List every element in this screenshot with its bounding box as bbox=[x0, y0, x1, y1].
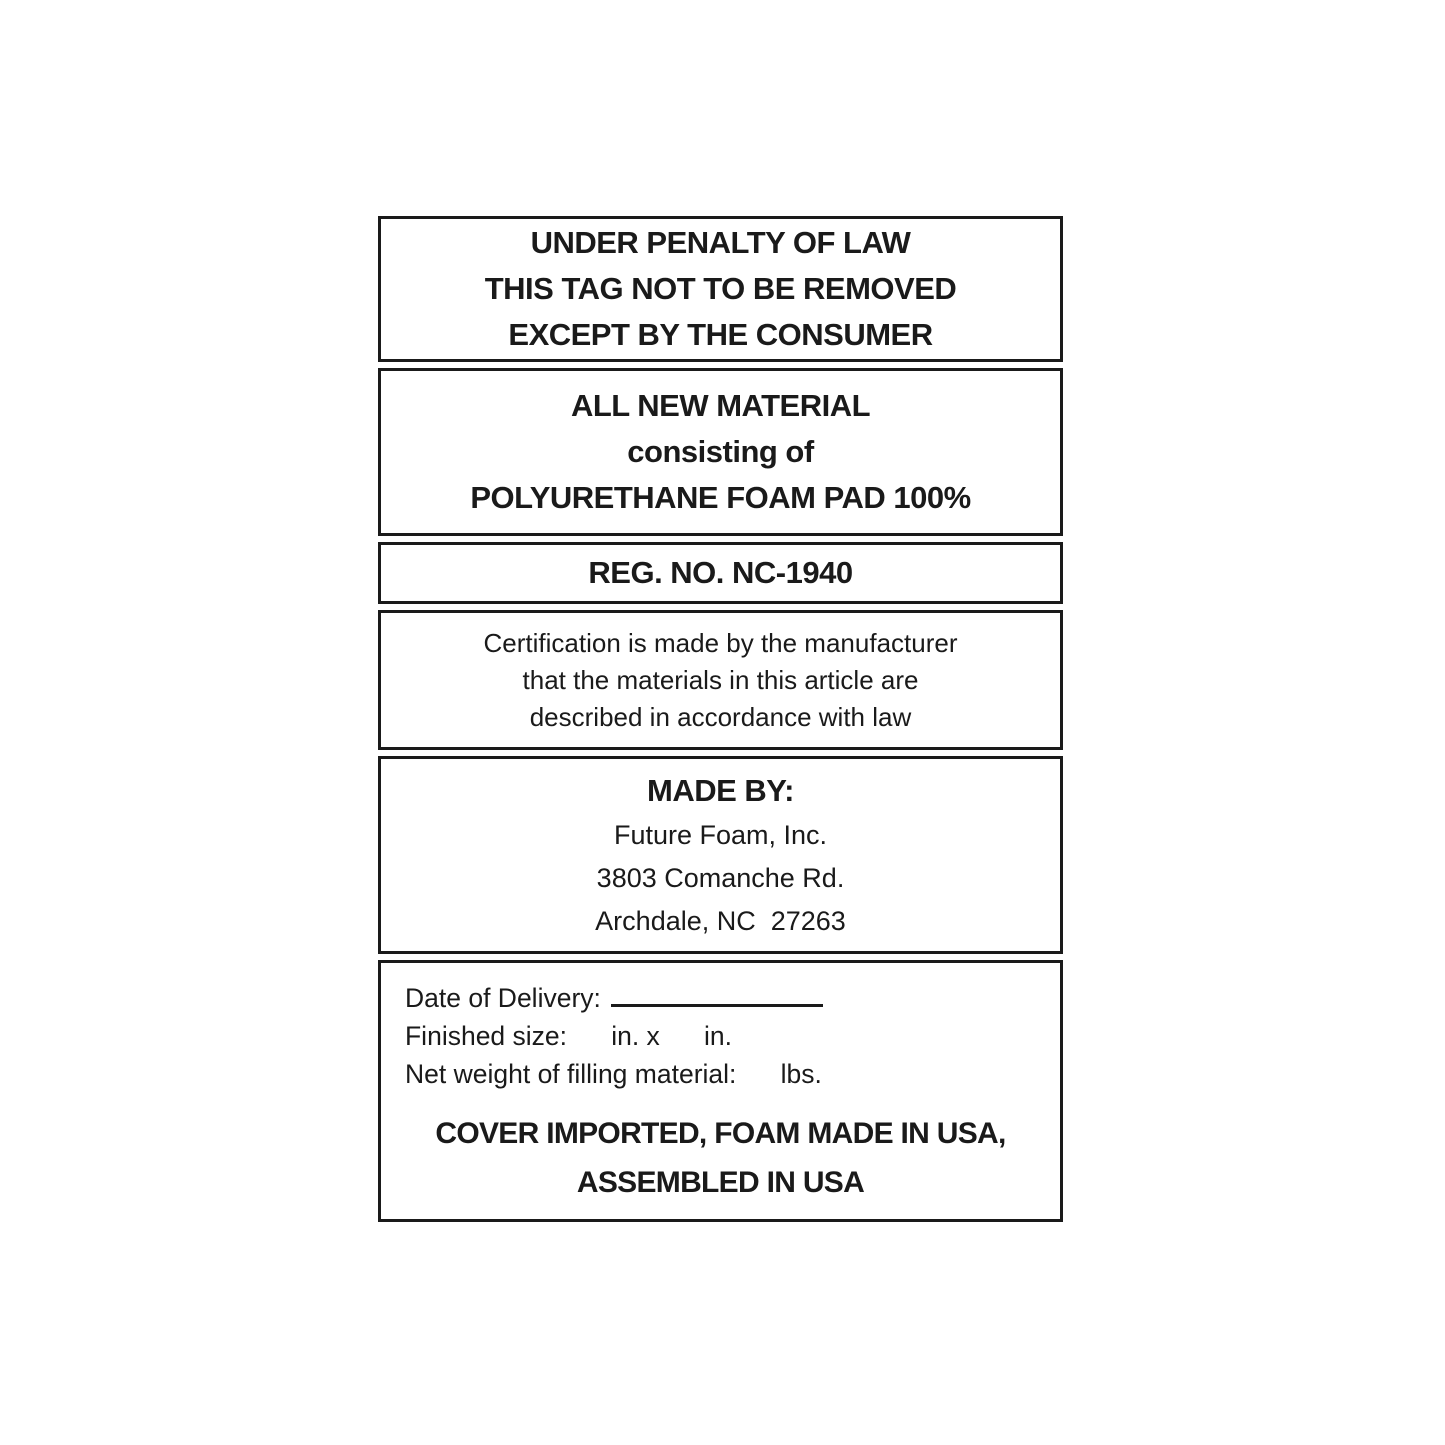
manufacturer-street: 3803 Comanche Rd. bbox=[596, 862, 845, 893]
penalty-line-2: THIS TAG NOT TO BE REMOVED bbox=[484, 271, 957, 306]
certification-line-2: that the materials in this article are bbox=[522, 664, 919, 695]
finished-size-field: Finished size: in. x in. bbox=[405, 1021, 732, 1051]
section-registration-number bbox=[378, 542, 1063, 604]
material-line-2: consisting of bbox=[627, 434, 814, 469]
manufacturer-name: Future Foam, Inc. bbox=[613, 819, 828, 850]
material-line-1: ALL NEW MATERIAL bbox=[570, 388, 871, 423]
certification-line-3: described in accordance with law bbox=[529, 701, 912, 732]
date-of-delivery-field bbox=[405, 979, 1060, 1017]
section-certification bbox=[378, 610, 1063, 750]
origin-line-1: COVER IMPORTED, FOAM MADE IN USA, bbox=[435, 1117, 1006, 1150]
section-material-contents bbox=[378, 368, 1063, 536]
date-of-delivery-label: Date of Delivery: bbox=[405, 983, 601, 1013]
material-line-3: POLYURETHANE FOAM PAD 100% bbox=[470, 480, 971, 515]
origin-line-2: ASSEMBLED IN USA bbox=[576, 1166, 865, 1199]
net-weight-field: Net weight of filling material: lbs. bbox=[405, 1059, 822, 1089]
origin-statement bbox=[381, 1109, 1060, 1219]
delivery-fields bbox=[381, 963, 1060, 1093]
registration-number: REG. NO. NC-1940 bbox=[588, 555, 853, 590]
section-penalty-notice bbox=[378, 216, 1063, 362]
manufacturer-city-state-zip: Archdale, NC 27263 bbox=[595, 905, 846, 936]
penalty-line-3: EXCEPT BY THE CONSUMER bbox=[508, 317, 933, 352]
made-by-title: MADE BY: bbox=[647, 772, 794, 808]
penalty-line-1: UNDER PENALTY OF LAW bbox=[530, 225, 911, 260]
section-made-by bbox=[378, 756, 1063, 954]
law-tag bbox=[378, 216, 1063, 1222]
certification-line-1: Certification is made by the manufacturer bbox=[483, 627, 958, 658]
date-of-delivery-blank bbox=[611, 982, 823, 1007]
section-delivery-and-origin bbox=[378, 960, 1063, 1222]
